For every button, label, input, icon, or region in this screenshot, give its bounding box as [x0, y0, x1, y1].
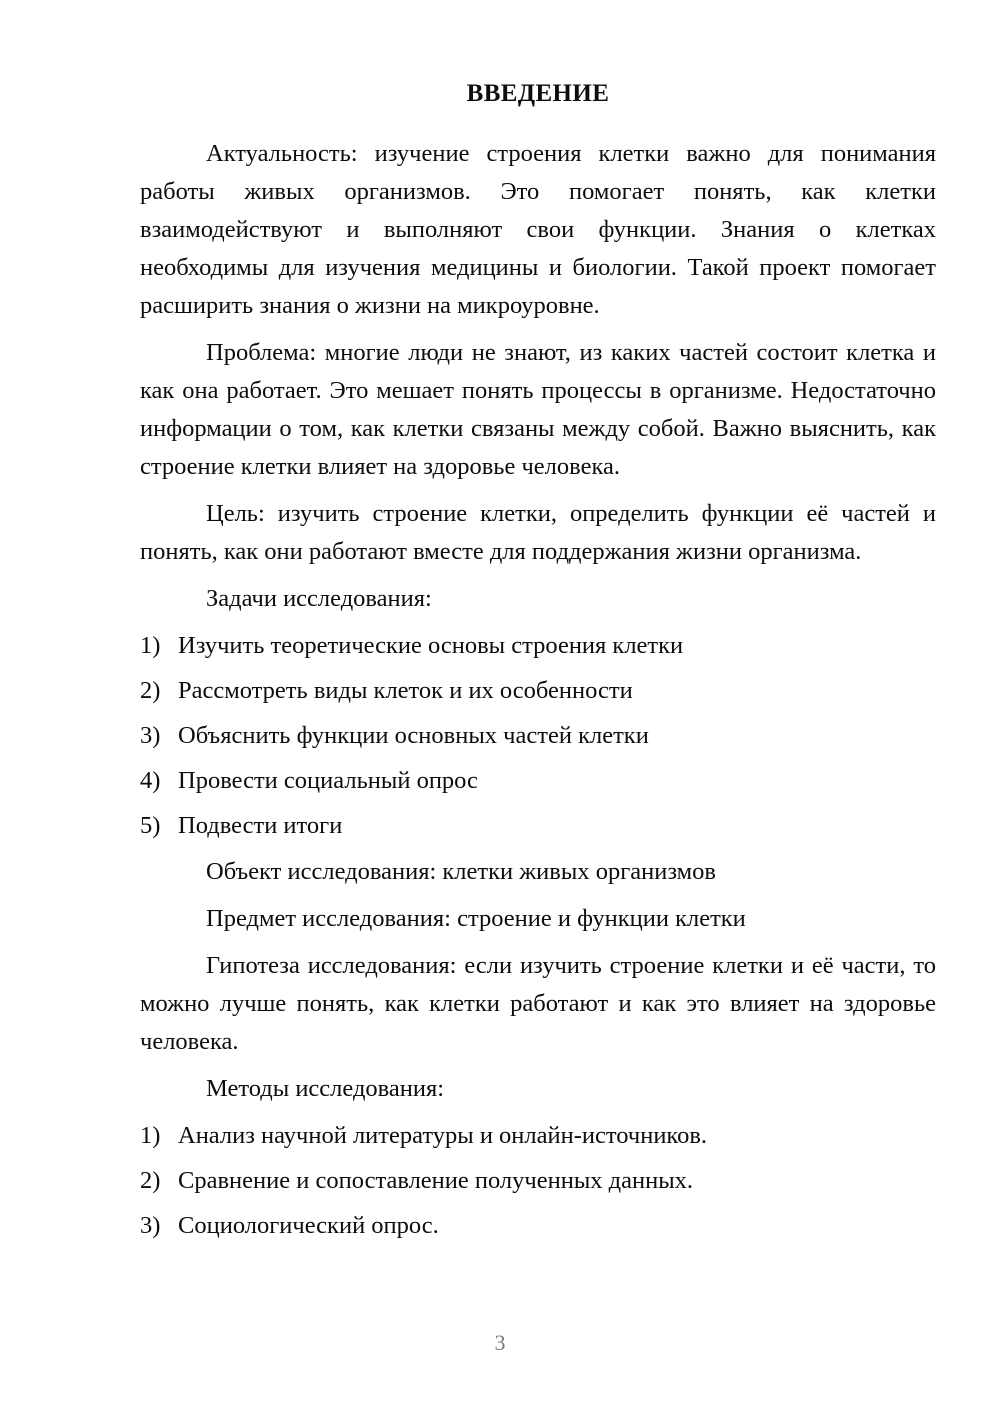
- document-body: [140, 78, 936, 1252]
- paragraph-relevance: Актуальность: изучение строения клетки важно для понимания работы живых организмов. Это помогает понять, как клетки взаимодействуют и выполняют свои функции. Знания о клетках необходимы для изучения медицины и биологии. Такой проект помогает расширить знания о жизни на микроуровне.: [140, 140, 936, 320]
- list-item-number: 3): [140, 1212, 161, 1240]
- paragraph-subject: Предмет исследования: строение и функции клетки: [206, 905, 746, 933]
- list-item-label: Рассмотреть виды клеток и их особенности: [178, 677, 633, 705]
- list-item: [140, 1117, 936, 1155]
- paragraph-object: Объект исследования: клетки живых организмов: [206, 858, 716, 886]
- tasks-heading: Задачи исследования:: [206, 585, 432, 613]
- list-item: [140, 807, 936, 845]
- list-item-number: 2): [140, 1167, 161, 1195]
- list-item-label: Подвести итоги: [178, 812, 343, 840]
- list-item-label: Провести социальный опрос: [178, 767, 478, 795]
- paragraph-problem: Проблема: многие люди не знают, из каких частей состоит клетка и как она работает. Это мешает понять процессы в организме. Недостаточно информации о том, как клетки связаны между собой. Важно выяснить, как строение клетки влияет на здоровье человека.: [140, 339, 936, 481]
- list-item-number: 1): [140, 1122, 161, 1150]
- list-item-label: Анализ научной литературы и онлайн-источников.: [178, 1122, 708, 1150]
- list-item-number: 5): [140, 812, 161, 840]
- methods-heading: Методы исследования:: [206, 1075, 445, 1103]
- list-item-number: 2): [140, 677, 161, 705]
- paragraph-goal: Цель: изучить строение клетки, определить функции её частей и понять, как они работают вместе для поддержания жизни организма.: [140, 500, 936, 566]
- list-item: [140, 1207, 936, 1245]
- list-item: [140, 627, 936, 665]
- methods-list: [140, 1117, 936, 1245]
- list-item: [140, 1162, 936, 1200]
- list-item: [140, 762, 936, 800]
- paragraph-hypothesis: Гипотеза исследования: если изучить строение клетки и её части, то можно лучше понять, как клетки работают и как это влияет на здоровье человека.: [140, 952, 936, 1056]
- list-item: [140, 672, 936, 710]
- list-item: [140, 717, 936, 755]
- list-item-label: Объяснить функции основных частей клетки: [178, 722, 649, 750]
- tasks-list: [140, 627, 936, 845]
- list-item-label: Сравнение и сопоставление полученных данных.: [178, 1167, 694, 1195]
- list-item-number: 1): [140, 632, 161, 660]
- page-title: ВВЕДЕНИЕ: [466, 80, 610, 107]
- page-number: 3: [494, 1330, 506, 1355]
- list-item-number: 3): [140, 722, 161, 750]
- list-item-number: 4): [140, 767, 161, 795]
- list-item-label: Изучить теоретические основы строения клетки: [178, 632, 684, 660]
- list-item-label: Социологический опрос.: [178, 1212, 439, 1240]
